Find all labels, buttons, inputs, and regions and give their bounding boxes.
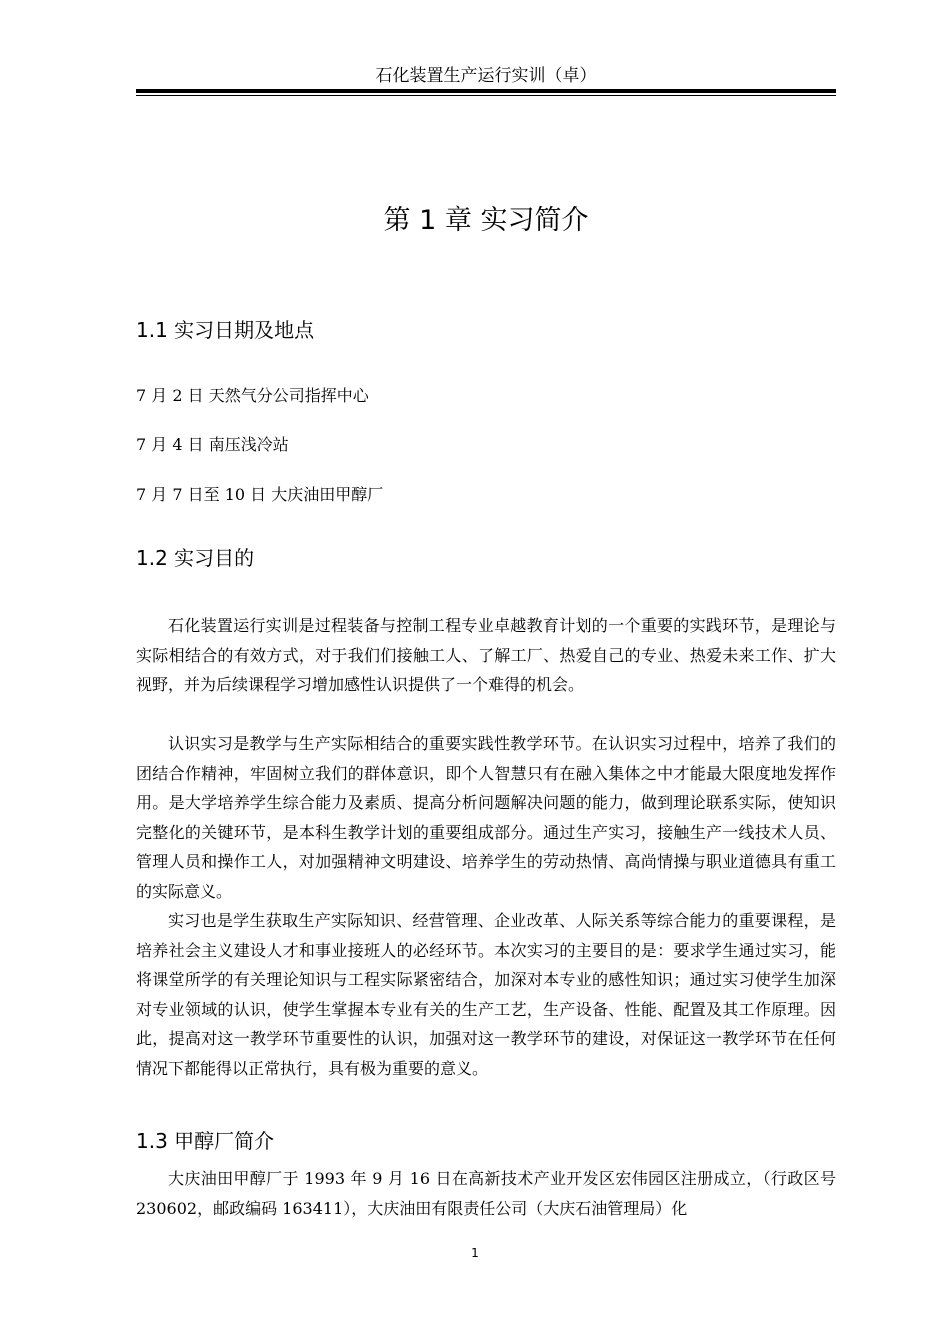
chapter-title: 第 1 章 实习简介	[383, 205, 589, 236]
running-header: 石化装置生产运行实训（卓）	[375, 66, 597, 86]
header-rule-thick	[136, 89, 836, 93]
header-rule-thin	[136, 95, 836, 96]
purpose-paragraph: 实习也是学生获取生产实际知识、经营管理、企业改革、人际关系等综合能力的重要课程，是培养社会主义建设人才和事业接班人的必经环节。本次实习的主要目的是：要求学生通过实习，能将课堂所学的有关理论知识与工程实际紧密结合，加深对本专业的感性知识；通过实习使学生加深对专业领域的认识，使学生掌握本专业有关的生产工艺，生产设备、性能、配置及其工作原理。因此，提高对这一教学环节重要性的认识，加强对这一教学环节的建设，对保证这一教学环节在任何情况下都能得以正常执行，具有极为重要的意义。	[136, 911, 836, 1078]
schedule-item: 7 月 2 日 天然气分公司指挥中心	[136, 386, 369, 405]
section-heading-plant: 1.3 甲醇厂简介	[136, 1129, 275, 1153]
purpose-paragraph: 认识实习是教学与生产实际相结合的重要实践性教学环节。在认识实习过程中，培养了我们的团结合作精神，牢固树立我们的群体意识，即个人智慧只有在融入集体之中才能最大限度地发挥作用。是大学培养学生综合能力及素质、提高分析问题解决问题的能力，做到理论联系实际，使知识完整化的关键环节，是本科生教学计划的重要组成部分。通过生产实习，接触生产一线技术人员、管理人员和操作工人，对加强精神文明建设、培养学生的劳动热情、高尚情操与职业道德具有重工的实际意义。	[136, 734, 836, 901]
schedule-item: 7 月 4 日 南压浅冷站	[136, 435, 289, 454]
plant-intro-paragraph: 大庆油田甲醇厂于 1993 年 9 月 16 日在高新技术产业开发区宏伟园区注册成立，（行政区号 230602，邮政编码 163411），大庆油田有限责任公司（大庆石油管理局）化	[136, 1169, 836, 1218]
section-heading-dates: 1.1 实习日期及地点	[136, 318, 315, 342]
section-heading-purpose: 1.2 实习目的	[136, 546, 255, 570]
schedule-item: 7 月 7 日至 10 日 大庆油田甲醇厂	[136, 485, 384, 504]
page-number: 1	[471, 1246, 479, 1260]
purpose-paragraph: 石化装置运行实训是过程装备与控制工程专业卓越教育计划的一个重要的实践环节，是理论与实际相结合的有效方式，对于我们们接触工人、了解工厂、热爱自己的专业、热爱未来工作、扩大视野，并为后续课程学习增加感性认识提供了一个难得的机会。	[136, 616, 836, 694]
